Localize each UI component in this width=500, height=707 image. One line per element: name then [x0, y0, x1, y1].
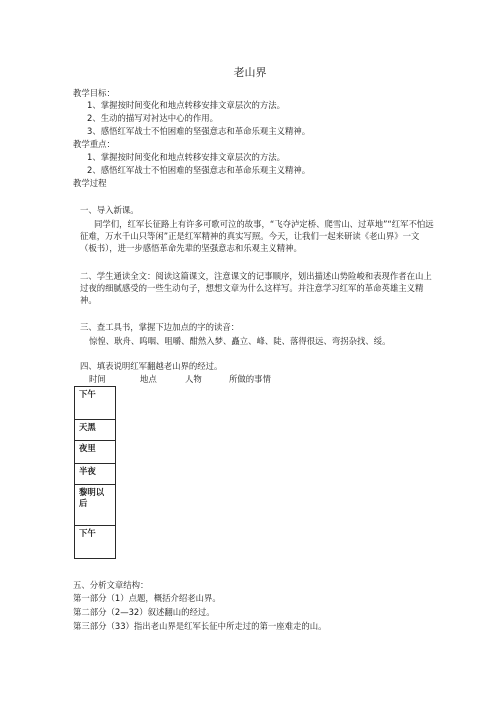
table-row — [75, 485, 116, 526]
table-cell: 夜里 — [75, 441, 116, 464]
keypoint-item: 1、掌握按时间变化和地点转移安排文章层次的方法。 — [87, 152, 285, 162]
table-cell: 天黑 — [75, 420, 116, 441]
document-title: 老山界 — [233, 66, 267, 79]
table-cell: 下午 — [75, 387, 116, 420]
table-header-events: 所做的事情 — [229, 374, 271, 384]
section-paragraph: 阅读这篇课文，注意课文的记事顺序，划出描述山势险峻和表现作者在山上过夜的细腻感受的一些生动句子，想想文章为什么这样写。并注意学习红军的革命英雄主义精神。 — [80, 271, 432, 306]
table-row — [75, 464, 116, 485]
table-header-place: 地点 — [140, 374, 157, 384]
objective-item: 3、感悟红军战士不怕困难的坚强意志和革命乐观主义精神。 — [87, 126, 311, 136]
process-heading: 教学过程 — [73, 178, 107, 188]
route-table — [74, 386, 116, 559]
table-row — [75, 420, 116, 441]
section-paragraph: 同学们，红军长征路上有许多可歌可泣的故事，“飞夺泸定桥、爬雪山、过草地”“红军不怕远征难，万水千山只等闲”正是红军精神的真实写照。今天，让我们一起来研读《老山界》一文（板书），进一步感悟革命先辈的坚强意志和乐观主义精神。 — [80, 219, 434, 254]
keypoints-heading: 教学重点： — [73, 139, 115, 149]
table-row — [75, 387, 116, 420]
objective-item: 2、生动的描写对衬达中心的作用。 — [87, 113, 218, 123]
table-row — [75, 526, 116, 559]
table-cell: 下午 — [75, 526, 116, 559]
table-header-people: 人物 — [185, 374, 202, 384]
section-heading: 五、分析文章结构： — [73, 580, 149, 590]
table-header-time: 时间 — [89, 374, 106, 384]
structure-item: 第一部分（1）点题，概括介绍老山界。 — [73, 593, 221, 603]
structure-item: 第二部分（2—32）叙述翻山的经过。 — [73, 607, 215, 617]
section-heading: 一、导入新课。 — [80, 205, 139, 215]
section-paragraph: 惊惶、耿舟、呜咽、咀嚼、酣然入梦、矗立、峰、陡、落得很远、弯拐杂找、绥。 — [89, 336, 391, 346]
section-heading: 二、学生通读全文： — [80, 271, 156, 281]
table-cell: 黎明以后 — [75, 485, 116, 526]
section-heading: 三、查工具书，掌握下边加点的字的读音： — [80, 322, 240, 332]
table-row — [75, 441, 116, 464]
table-cell: 半夜 — [75, 464, 116, 485]
objectives-heading: 教学目标： — [73, 88, 115, 98]
section-2 — [80, 270, 436, 307]
section-heading: 四、填表说明红军翻越老山界的经过。 — [80, 361, 223, 371]
objective-item: 1、掌握按时间变化和地点转移安排文章层次的方法。 — [87, 100, 285, 110]
keypoint-item: 2、感悟红军战士不怕困难的坚强意志和革命乐观主义精神。 — [87, 165, 311, 175]
structure-item: 第三部分（33）指出老山界是红军长征中所走过的第一座难走的山。 — [73, 621, 327, 631]
